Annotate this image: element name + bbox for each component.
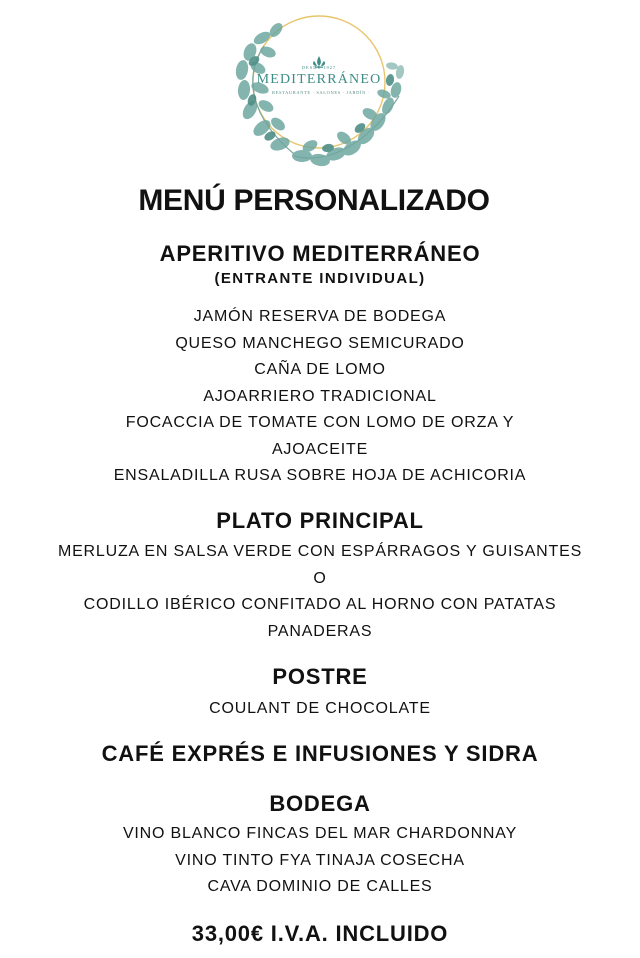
- bodega-list: [20, 821, 620, 901]
- logo-name: MEDITERRÁNEO: [256, 72, 382, 87]
- page-title: MENÚ PERSONALIZADO: [138, 184, 490, 217]
- section-title-cafe: CAFÉ EXPRÉS E INFUSIONES Y SIDRA: [101, 741, 539, 766]
- section-title-principal: PLATO PRINCIPAL: [216, 508, 424, 533]
- list-item: AJOACEITE: [271, 440, 369, 458]
- list-item: VINO BLANCO FINCAS DEL MAR CHARDONNAY: [122, 825, 518, 842]
- eucalyptus-wreath-icon: [224, 6, 414, 171]
- list-item: CAVA DOMINIO DE CALLES: [207, 878, 433, 895]
- restaurant-logo: [224, 6, 414, 171]
- section-title-aperitivo: APERITIVO MEDITERRÁNEO: [159, 241, 481, 266]
- list-item: PANADERAS: [267, 622, 373, 640]
- postre-list: [20, 696, 620, 723]
- logo-established: DESDE 1927: [301, 65, 337, 70]
- list-item: O: [313, 569, 327, 587]
- list-item: QUESO MANCHEGO SEMICURADO: [175, 334, 465, 352]
- menu-price: 33,00€ I.V.A. INCLUIDO: [191, 921, 449, 946]
- list-item: CODILLO IBÉRICO CONFITADO AL HORNO CON PATATAS: [83, 596, 557, 613]
- list-item: CAÑA DE LOMO: [254, 361, 386, 378]
- aperitivo-list: [20, 304, 620, 490]
- section-title-bodega: BODEGA: [269, 791, 371, 816]
- list-item: AJOARRIERO TRADICIONAL: [203, 387, 437, 405]
- principal-list: [20, 539, 620, 645]
- logo-subtitle: · RESTAURANTE · SALONES · JARDÍN ·: [268, 90, 370, 95]
- list-item: MERLUZA EN SALSA VERDE CON ESPÁRRAGOS Y GUISANTES: [57, 543, 583, 560]
- list-item: ENSALADILLA RUSA SOBRE HOJA DE ACHICORIA: [113, 467, 527, 484]
- section-subtitle-aperitivo: (ENTRANTE INDIVIDUAL): [214, 270, 426, 287]
- list-item: COULANT DE CHOCOLATE: [209, 700, 431, 717]
- list-item: JAMÓN RESERVA DE BODEGA: [193, 308, 447, 325]
- list-item: FOCACCIA DE TOMATE CON LOMO DE ORZA Y: [125, 414, 515, 431]
- section-title-postre: POSTRE: [272, 664, 368, 689]
- list-item: VINO TINTO FYA TINAJA COSECHA: [175, 851, 465, 869]
